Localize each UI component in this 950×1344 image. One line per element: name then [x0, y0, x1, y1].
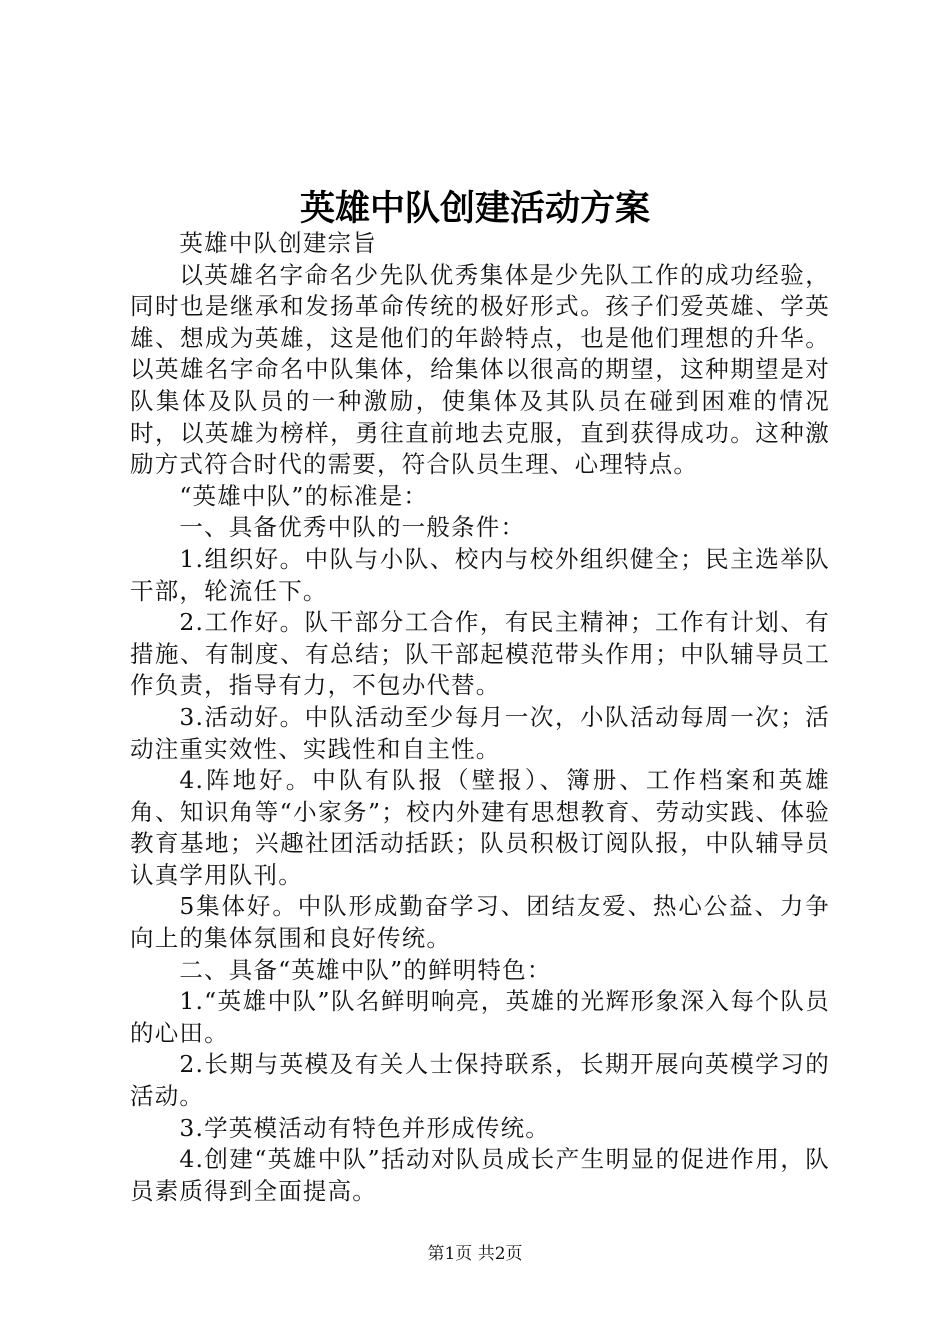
- paragraph-standard-heading: “英雄中队”的标准是：: [179, 481, 429, 510]
- document-body: [130, 228, 830, 1207]
- paragraph-purpose-heading: 英雄中队创建宗旨: [179, 229, 377, 257]
- document-title: 英雄中队创建活动方案: [299, 188, 650, 229]
- paragraph-purpose-text: 以英雄名字命名少先队优秀集体是少先队工作的成功经验，同时也是继承和发扬革命传统的极好形式。孩子们爱英雄、学英雄、想成为英雄，这是他们的年龄特点，也是他们理想的升华。以英雄名字命名中队集体，给集体以很高的期望，这种期望是对队集体及队员的一种激励，使集体及其队员在碰到困难的情况时，以英雄为榜样，勇往直前地去克服，直到获得成功。这种激励方式符合时代的需要，符合队员生理、心理特点。: [130, 260, 830, 479]
- paragraph-section-two-heading: 二、具备“英雄中队”的鲜明特色：: [179, 955, 552, 984]
- paragraph-feature-tradition: 3.学英模活动有特色并形成传统。: [179, 1113, 550, 1142]
- paragraph-item-collective: 5集体好。中队形成勤奋学习、团结友爱、热心公益、力争向上的集体氛围和良好传统。: [130, 892, 830, 953]
- paragraph-feature-name: 1.“英雄中队”队名鲜明响亮，英雄的光辉形象深入每个队员的心田。: [130, 987, 830, 1047]
- paragraph-section-one-heading: 一、具备优秀中队的一般条件：: [179, 513, 526, 542]
- paragraph-item-activity: 3.活动好。中队活动至少每月一次，小队活动每周一次；活动注重实效性、实践性和自主性。: [130, 702, 830, 763]
- paragraph-feature-contact: 2.长期与英模及有关人士保持联系，长期开展向英模学习的活动。: [130, 1050, 830, 1111]
- page-footer: 第1页 共2页: [427, 1244, 523, 1264]
- paragraph-item-work: 2.工作好。队干部分工合作，有民主精神；工作有计划、有措施、有制度、有总结；队干部起模范带头作用；中队辅导员工作负责，指导有力，不包办代替。: [130, 608, 830, 700]
- paragraph-item-organization: 1.组织好。中队与小队、校内与校外组织健全；民主选举队干部，轮流任下。: [130, 544, 830, 605]
- paragraph-feature-growth: 4.创建“英雄中队”括动对队员成长产生明显的促进作用，队员素质得到全面提高。: [130, 1145, 830, 1205]
- paragraph-item-base: 4.阵地好。中队有队报（壁报）、簿册、工作档案和英雄角、知识角等“小家务”；校内外建有思想教育、劳动实践、体验教育基地；兴趣社团活动括跃；队员积极订阅队报，中队辅导员认真学用队刊。: [130, 766, 830, 889]
